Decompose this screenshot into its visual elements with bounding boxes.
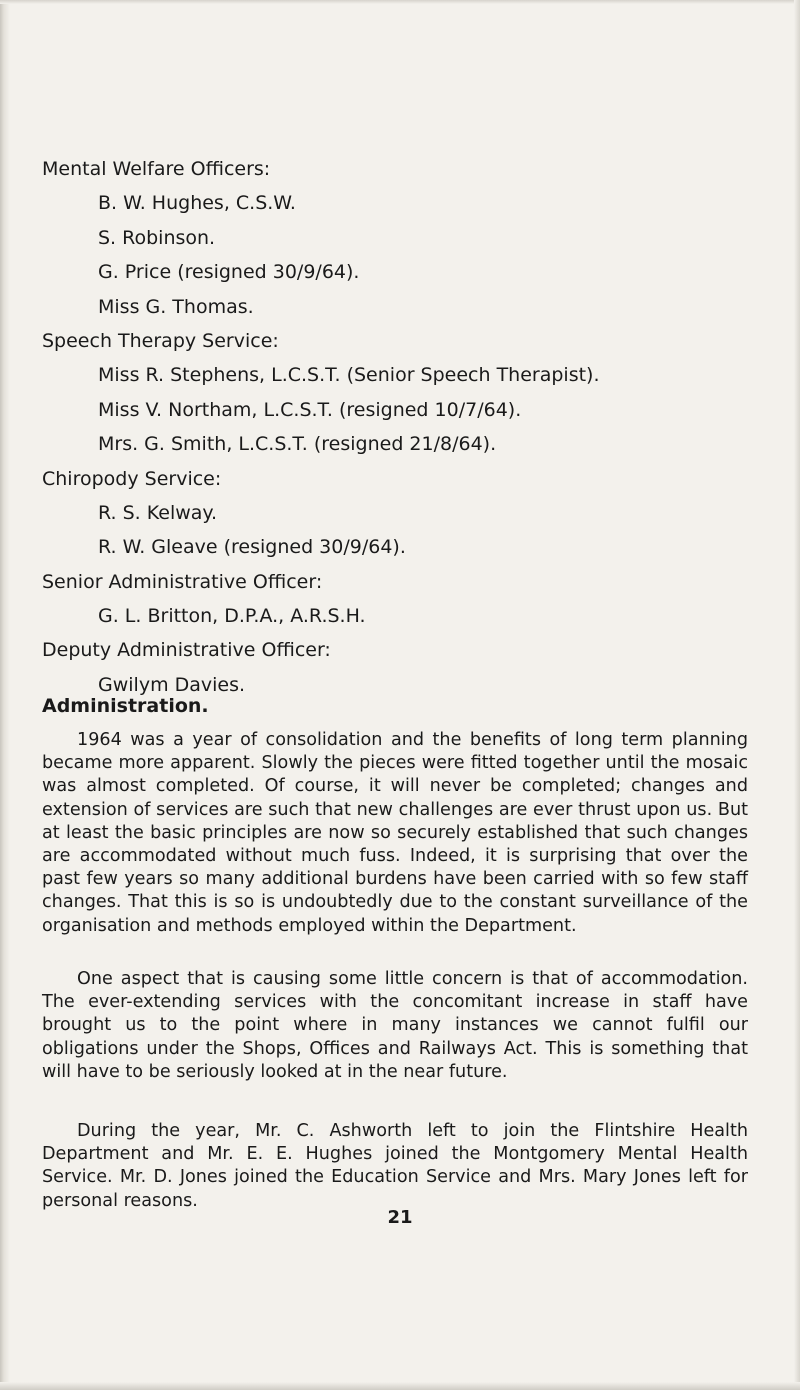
staff-member: G. Price (resigned 30/9/64). — [98, 261, 360, 284]
page-number: 21 — [387, 1207, 413, 1228]
page-edge-shadow — [0, 0, 10, 1390]
staff-section-heading: Chiropody Service: — [42, 467, 222, 490]
administration-paragraph: One aspect that is causing some little concern is that of accommodation. The ever-extending services with the concomitant increase in staff have brought us to the point where in many instances we cannot fulfil our obligations under the Shops, Offices and Railways Act. This is something that will have to be seriously looked at in the near future. — [42, 969, 748, 1082]
staff-section-heading: Senior Administrative Officer: — [42, 570, 323, 593]
page-edge-shadow — [0, 0, 800, 4]
administration-heading: Administration. — [42, 695, 209, 717]
staff-member: Mrs. G. Smith, L.C.S.T. (resigned 21/8/64). — [98, 433, 497, 456]
page-edge-shadow — [0, 1382, 800, 1390]
staff-member: G. L. Britton, D.P.A., A.R.S.H. — [98, 605, 366, 628]
staff-section-heading: Deputy Administrative Officer: — [42, 639, 331, 662]
staff-member: B. W. Hughes, C.S.W. — [98, 192, 296, 215]
staff-list — [42, 152, 762, 702]
staff-member: R. S. Kelway. — [98, 501, 217, 524]
staff-member: Miss V. Northam, L.C.S.T. (resigned 10/7/64). — [98, 398, 522, 421]
administration-paragraph: During the year, Mr. C. Ashworth left to join the Flintshire Health Department and Mr. E. E. Hughes joined the Montgomery Mental Health Service. Mr. D. Jones joined the Education Service and Mrs. Mary Jones left for personal reasons. — [42, 1121, 748, 1211]
staff-member: Gwilym Davies. — [98, 673, 246, 696]
administration-paragraph: 1964 was a year of consolidation and the benefits of long term planning became more apparent. Slowly the pieces were fitted together until the mosaic was almost completed. Of course, it will never be completed; changes and extension of services are such that new challenges are ever thrust upon us. But at least the basic principles are now so securely established that such changes are accommodated without much fuss. Indeed, it is surprising that over the past few years so many additional burdens have been carried with so few staff changes. That this is so is undoubtedly due to the constant surveillance of the organisation and methods employed within the Department. — [42, 730, 748, 936]
page-edge-shadow — [794, 0, 800, 1390]
staff-member: Miss R. Stephens, L.C.S.T. (Senior Speech Therapist). — [98, 364, 600, 387]
staff-member: S. Robinson. — [98, 226, 216, 249]
staff-section-heading: Speech Therapy Service: — [42, 329, 279, 352]
staff-member: R. W. Gleave (resigned 30/9/64). — [98, 536, 406, 559]
staff-member: Miss G. Thomas. — [98, 295, 254, 318]
staff-section-heading: Mental Welfare Officers: — [42, 158, 271, 180]
